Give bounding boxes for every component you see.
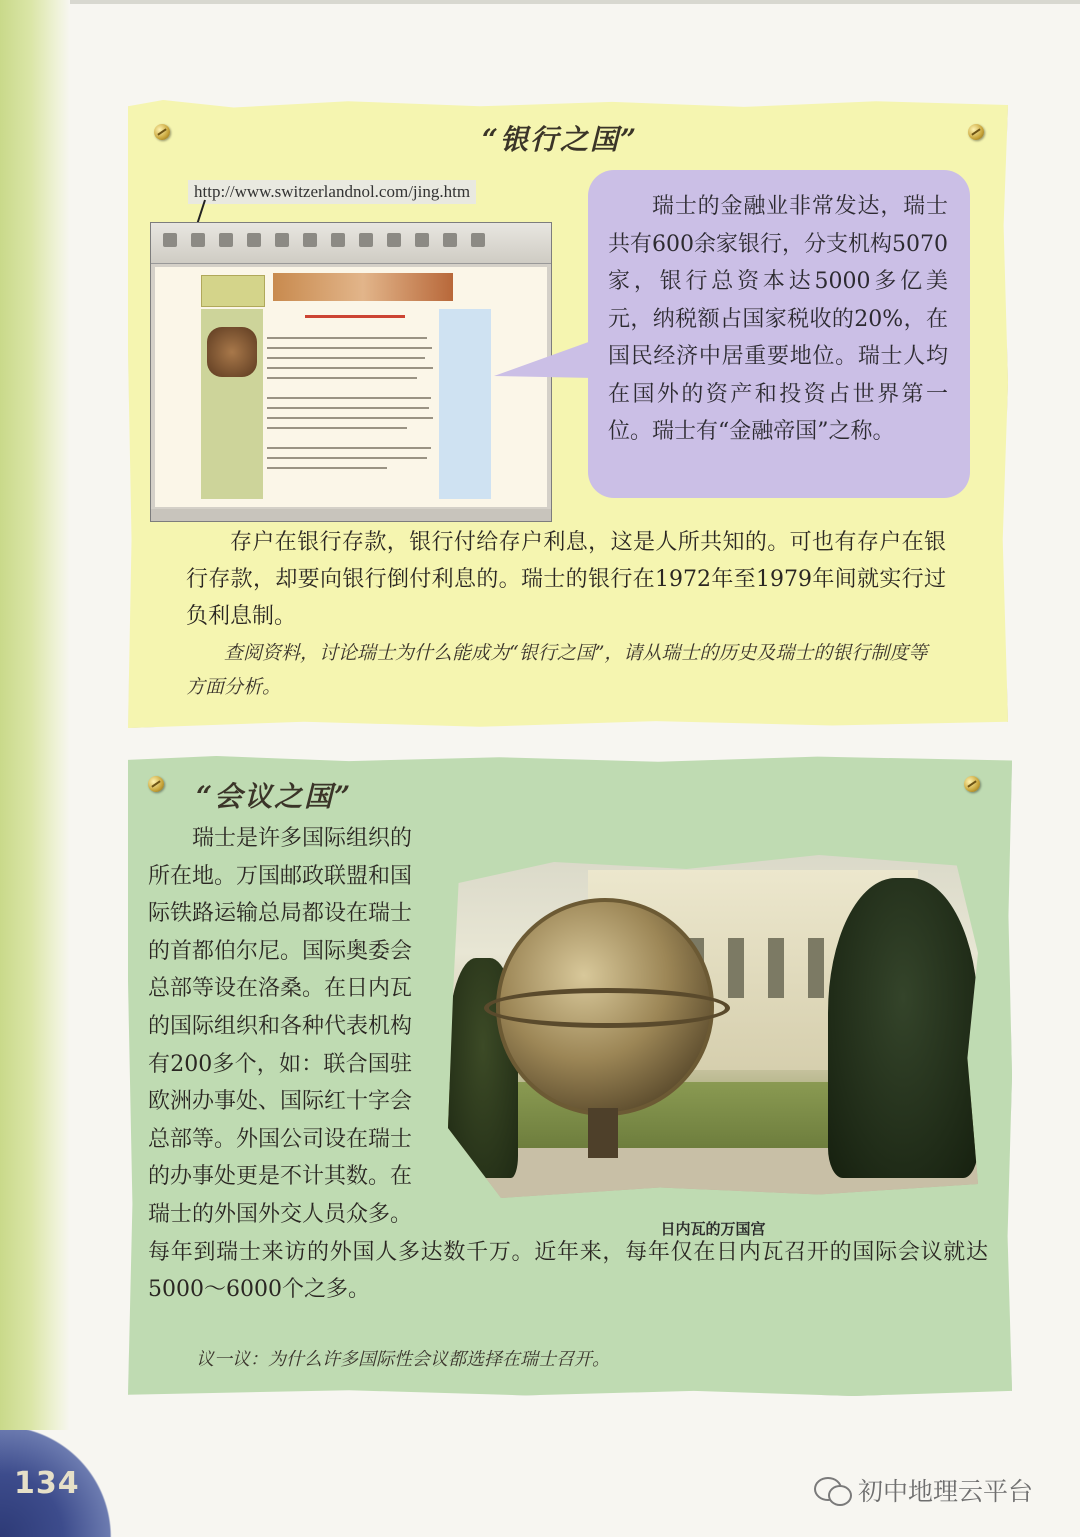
browser-statusbar xyxy=(151,509,551,521)
bank-body-text: 存户在银行存款，银行付给存户利息，这是人所共知的。可也有存户在银行存款，却要向银行倒付利息的。瑞士的银行在1972年至1979年间就实行过负利息制。 xyxy=(186,530,946,629)
callout-tail xyxy=(494,340,594,378)
conference-task-text: 议一议：为什么许多国际性会议都选择在瑞士召开。 xyxy=(196,1349,610,1370)
browser-viewport xyxy=(155,267,547,507)
watermark xyxy=(814,1472,1033,1508)
site-article-title xyxy=(305,315,405,318)
pin-icon xyxy=(964,776,980,792)
website-url-label: http://www.switzerlandnol.com/jing.htm xyxy=(188,180,476,204)
conference-section-title: “会议之国” xyxy=(196,780,353,813)
website-screenshot xyxy=(150,222,552,522)
photo-caption: 日内瓦的万国宫 xyxy=(660,1220,766,1238)
palace-of-nations-photo xyxy=(448,848,978,1198)
bank-task-text: 查阅资料，讨论瑞士为什么能成为“银行之国”，请从瑞士的历史及瑞士的银行制度等方面分析。 xyxy=(186,642,928,698)
site-photo xyxy=(207,327,257,377)
bank-section-title: “银行之国” xyxy=(481,123,639,156)
wechat-icon xyxy=(814,1475,852,1505)
pin-icon xyxy=(154,124,170,140)
page-number: 134 xyxy=(14,1466,80,1501)
site-right-column xyxy=(439,309,491,499)
callout-text: 瑞士的金融业非常发达，瑞士共有600余家银行，分支机构5070家，银行总资本达5000多亿美元，纳税额占国家税收的20%，在国民经济中居重要地位。瑞士人均在国外的资产和投资占世界第一位。瑞士有“金融帝国”之称。 xyxy=(608,194,948,444)
page-top-border xyxy=(0,0,1080,4)
watermark-text: 初中地理云平台 xyxy=(858,1477,1034,1506)
left-margin-strip xyxy=(0,0,70,1537)
pin-icon xyxy=(148,776,164,792)
browser-toolbar xyxy=(151,223,551,264)
pin-icon xyxy=(968,124,984,140)
site-logo xyxy=(201,275,265,307)
site-banner xyxy=(273,273,453,301)
conference-body-text: 瑞士是许多国际组织的所在地。万国邮政联盟和国际铁路运输总局都设在瑞士的首都伯尔尼。国际奥委会总部等设在洛桑。在日内瓦的国际组织和各种代表机构有200多个，如：联合国驻欧洲办事处、国际红十字会总部等。外国公司设在瑞士的办事处更是不计其数。在瑞士的外国外交人员众多。每年到瑞士来访的外国人多达数千万。近年来，每年仅在日内瓦召开的国际会议就达5000～6000个之多。 xyxy=(148,826,988,1303)
